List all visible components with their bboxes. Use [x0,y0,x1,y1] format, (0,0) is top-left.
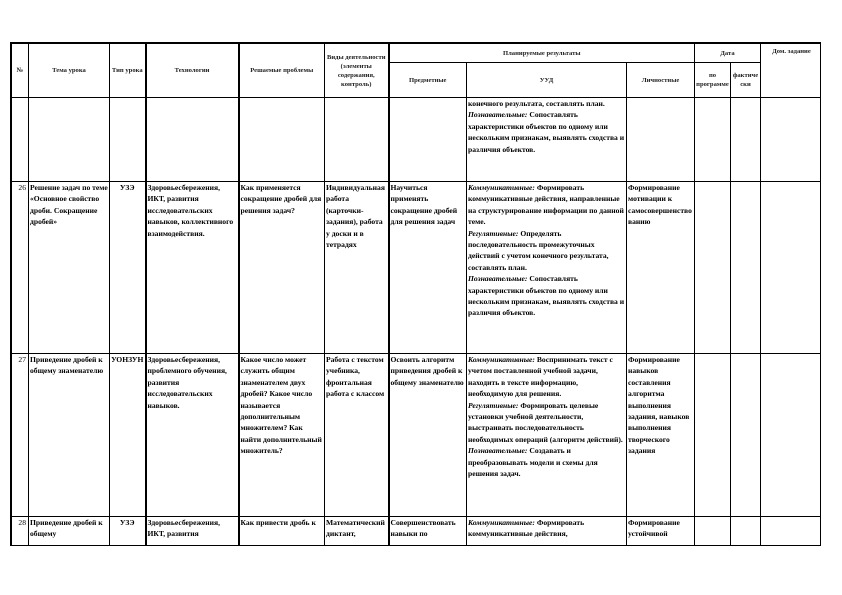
uud-entry [468,228,625,274]
subject-cell: Освоить алгоритм приведения дробей к общему знаменателю [389,354,467,517]
num-cell: 28 [12,517,29,547]
lesson-plan-table-wrapper [10,42,821,546]
num-cell: 26 [12,182,29,354]
table-row [12,182,822,354]
uud-entry [468,109,625,155]
table-row [12,98,822,182]
uud-cell [467,354,627,517]
uud-category-label: Познавательные: [468,446,528,456]
header-activities: Виды деятельности (элементы содержания, контроль) [325,44,389,98]
tech-cell [146,98,239,182]
header-subject: Предметные [389,63,467,98]
uud-entry [468,98,625,109]
num-cell [12,98,29,182]
uud-text: Формировать коммуникативные действия, направленные на структурирование информации по данной теме. [468,183,624,227]
activities-cell: Индивидуальная работа (карточки-задания), работа у доски и в тетрадях [325,182,389,354]
uud-text: Определять последовательность промежуточных действий с учетом конечного результата, составлять план. [468,228,609,272]
num-cell: 27 [12,354,29,517]
lesson-plan-table [11,43,821,546]
uud-cell [467,98,627,182]
topic-cell: Приведение дробей к общему [29,517,110,547]
uud-text: Сопоставлять характеристики объектов по одному или нескольким признакам, выявлять сходства и различия объектов. [468,274,625,318]
activities-cell: Математический диктант, [325,517,389,547]
personal-cell [627,98,695,182]
homework-cell[interactable] [761,98,822,182]
header-date: Дата [695,44,761,63]
type-cell: УЗЭ [110,182,146,354]
uud-category-label: Регулятивные: [468,400,519,410]
personal-cell: Формирование навыков составления алгоритма выполнения задания, навыков выполнения творческого задания [627,354,695,517]
tech-cell: Здоровьесбережения, проблемного обучения, развития исследовательских навыков. [146,354,239,517]
by-plan-date-cell[interactable] [695,517,731,547]
uud-text: Воспринимать текст с учетом поставленной учебной задачи, находить в тексте информацию, необходимую для решения. [468,355,613,399]
uud-category-label: Познавательные: [468,274,528,284]
uud-entry [468,273,625,319]
homework-cell[interactable] [761,182,822,354]
header-homework: Дом. задание [761,44,822,98]
type-cell: УЗЭ [110,517,146,547]
header-problems: Решаемые проблемы [239,44,325,98]
tech-cell: Здоровьесбережения, ИКТ, развития исследовательских навыков, коллективного взаимодействия. [146,182,239,354]
personal-cell: Формирование устойчивой [627,517,695,547]
uud-text: Сопоставлять характеристики объектов по одному или нескольким признакам, выявлять сходства и различия объектов. [468,110,625,154]
activities-cell [325,98,389,182]
table-row [12,354,822,517]
type-cell [110,98,146,182]
header-uud: УУД [467,63,627,98]
uud-category-label: Познавательные: [468,110,528,120]
header-num: № [12,44,29,98]
uud-text: Формировать целевые установки учебной деятельности, выстраивать последовательность необходимых операций (алгоритм действий). [468,400,623,444]
table-row [12,517,822,547]
homework-cell[interactable] [761,354,822,517]
uud-text: Создавать и преобразовывать модели и схемы для решения задач. [468,446,598,479]
header-planned-results: Планируемые результаты [389,44,695,63]
uud-category-label: Коммуникативные: [468,183,535,192]
type-cell: УОНЗУН [110,354,146,517]
uud-text: конечного результата, составлять план. [468,99,605,108]
uud-category-label: Коммуникативные: [468,518,535,527]
by-plan-date-cell[interactable] [695,98,731,182]
topic-cell: Решение задач по теме «Основное свойство дроби. Сокращение дробей» [29,182,110,354]
tech-cell: Здоровьесбережения, ИКТ, развития [146,517,239,547]
actual-date-cell[interactable] [731,182,761,354]
header-personal: Личностные [627,63,695,98]
uud-entry [468,400,625,446]
header-tech: Технологии [146,44,239,98]
uud-entry [468,182,625,228]
problems-cell: Как привести дробь к [239,517,325,547]
activities-cell: Работа с текстом учебника, фронтальная работа с классом [325,354,389,517]
subject-cell: Научиться применять сокращение дробей для решения задач [389,182,467,354]
uud-category-label: Коммуникативные: [468,355,535,364]
header-by-plan: по программе [695,63,731,98]
uud-entry [468,517,625,540]
actual-date-cell[interactable] [731,517,761,547]
uud-entry [468,354,625,400]
header-topic: Тема урока [29,44,110,98]
homework-cell[interactable] [761,517,822,547]
by-plan-date-cell[interactable] [695,354,731,517]
problems-cell: Какое число может служить общим знаменателем двух дробей? Какое число называется дополнительным множителем? Как найти дополнительный множитель? [239,354,325,517]
topic-cell [29,98,110,182]
subject-cell: Совершенствовать навыки по [389,517,467,547]
actual-date-cell[interactable] [731,354,761,517]
personal-cell: Формирование мотивации к самосовершенствованию [627,182,695,354]
topic-cell: Приведение дробей к общему знаменателю [29,354,110,517]
uud-category-label: Регулятивные: [468,228,519,238]
uud-cell [467,517,627,547]
uud-cell [467,182,627,354]
uud-entry [468,445,625,479]
actual-date-cell[interactable] [731,98,761,182]
subject-cell [389,98,467,182]
problems-cell [239,98,325,182]
problems-cell: Как применяется сокращение дробей для решения задач? [239,182,325,354]
by-plan-date-cell[interactable] [695,182,731,354]
header-actual: фактически [731,63,761,98]
header-type: Тип урока [110,44,146,98]
uud-text: Формировать коммуникативные действия, [468,518,585,539]
